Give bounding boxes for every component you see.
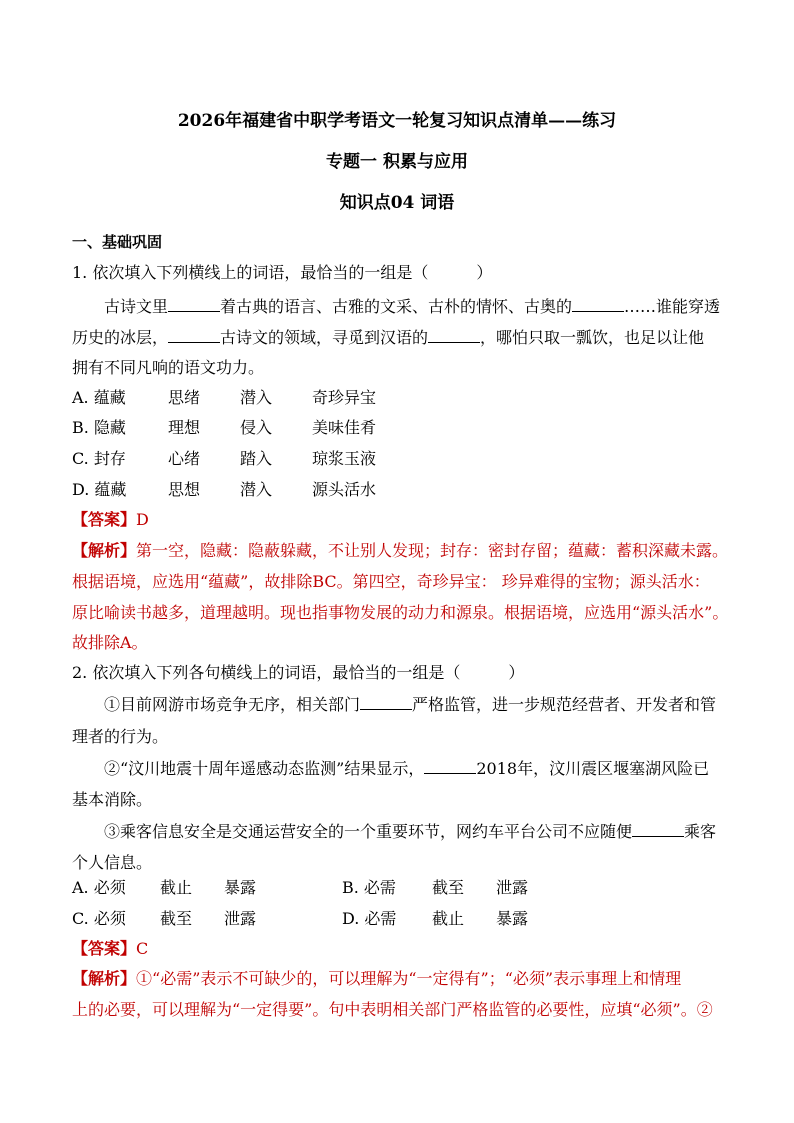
q1-analysis-line: 根据语境，应选用“蕴藏”，故排除BC。第四空，奇珍异宝： 珍异难得的宝物；源头活水：	[72, 572, 710, 591]
blank	[572, 297, 624, 312]
blank	[428, 328, 480, 343]
blank	[168, 297, 220, 312]
blank	[168, 328, 220, 343]
q2-sentence-line: 基本消除。	[72, 790, 153, 809]
q2-sentence-line: ③乘客信息安全是交通运营安全的一个重要环节，网约车平台公司不应随便 乘客	[104, 822, 717, 841]
q2-sentence-line: ②“汶川地震十周年遥感动态监测”结果显示， 2018年，汶川震区堰塞湖风险已	[104, 759, 710, 778]
q1-stem: 1. 依次填入下列横线上的词语，最恰当的一组是（ ）	[72, 263, 493, 282]
section-heading: 一、基础巩固	[72, 233, 163, 251]
q1-answer: 【答案】D	[72, 510, 149, 529]
q2-sentence-line: ①目前网游市场竞争无序，相关部门 严格监管，进一步规范经营者、开发者和管	[104, 695, 717, 714]
q1-passage-line: 拥有不同凡响的语文功力。	[72, 358, 265, 377]
q1-passage-line: 古诗文里 着古典的语言、古雅的文采、古朴的情怀、古奥的 ……谁能穿透	[104, 297, 721, 316]
q2-analysis-line: 上的必要，可以理解为“一定得要”。句中表明相关部门严格监管的必要性，应填“必须”。②	[72, 1000, 713, 1019]
q1-passage-line: 历史的冰层， 古诗文的领域，寻觅到汉语的 ，哪怕只取一瓢饮，也足以让他	[72, 328, 705, 347]
blank	[424, 759, 476, 774]
q1-analysis-line: 【解析】第一空，隐藏：隐蔽躲藏，不让别人发现；封存：密封存留；蕴藏：蓄积深藏未露。	[72, 541, 729, 560]
q2-sentence-line: 理者的行为。	[72, 727, 169, 746]
q2-stem: 2. 依次填入下列各句横线上的词语，最恰当的一组是（ ）	[72, 663, 525, 682]
q1-analysis-line: 故排除A。	[72, 633, 148, 652]
blank	[632, 822, 684, 837]
q2-sentence-line: 个人信息。	[72, 853, 153, 872]
q2-answer: 【答案】C	[72, 939, 149, 958]
topic-title: 知识点04 词语	[339, 193, 455, 213]
document-title: 2026年福建省中职学考语文一轮复习知识点清单——练习	[177, 111, 617, 131]
q2-analysis-line: 【解析】①“必需”表示不可缺少的，可以理解为“一定得有”；“必须”表示事理上和情理	[72, 969, 682, 988]
document-page: 2026年福建省中职学考语文一轮复习知识点清单——练习 专题一 积累与应用 知识点04 词语 一、基础巩固 1. 依次填入下列横线上的词语，最恰当的一组是（ ） 古诗文里 着古典的语言、古雅的文采、古朴的情怀、古奥的 ……谁能穿透 历史的冰层， 古诗文的领域，寻觅到汉语的 ，哪怕只取一瓢饮，也足以让他 拥有不同凡响的语文功力。 A. 蕴藏 思绪 潜入 奇珍异宝 B. 隐藏 理想 侵入 美味佳肴 C. 封存 心绪 踏入 琼浆玉液 D. 蕴藏 思想 潜入 源头活水 【答案】D 【解析】第一空，隐藏：隐蔽躲藏，不让别人发现；封存：密封存留；蕴藏：蓄积深藏未露。 根据语境，应选用“蕴藏”，故排除BC。第四空，奇珍异宝： 珍异难得的宝物；源头活水： 原比喻读书越多，道理越明。现也指事物发展的动力和源泉。根据语境，应选用“源头活水”。 故排除A。 2. 依次填入下列各句横线上的词语，最恰当的一组是（ ） ①目前网游市场竞争无序，相关部门 严格监管，进一步规范经营者、开发者和管 理者的行为。 ②“汶川地震十周年遥感动态监测”结果显示， 2018年，汶川震区堰塞湖风险已 基本消除。 ③乘客信息安全是交通运营安全的一个重要环节，网约车平台公司不应随便 乘客 个人信息。 A. 必须 截止 暴露 B. 必需 截至 泄露 C. 必须 截至 泄露 D. 必需 截止 暴露 【答案】C 【解析】①“必需”表示不可缺少的，可以理解为“一定得有”；“必须”表示事理上和情理 上的必要，可以理解为“一定得要”。句中表明相关部门严格监管的必要性，应填“必须”。②	[0, 0, 794, 1123]
document-subtitle: 专题一 积累与应用	[326, 152, 468, 172]
q1-analysis-line: 原比喻读书越多，道理越明。现也指事物发展的动力和源泉。根据语境，应选用“源头活水”。	[72, 603, 729, 622]
blank	[360, 695, 412, 710]
